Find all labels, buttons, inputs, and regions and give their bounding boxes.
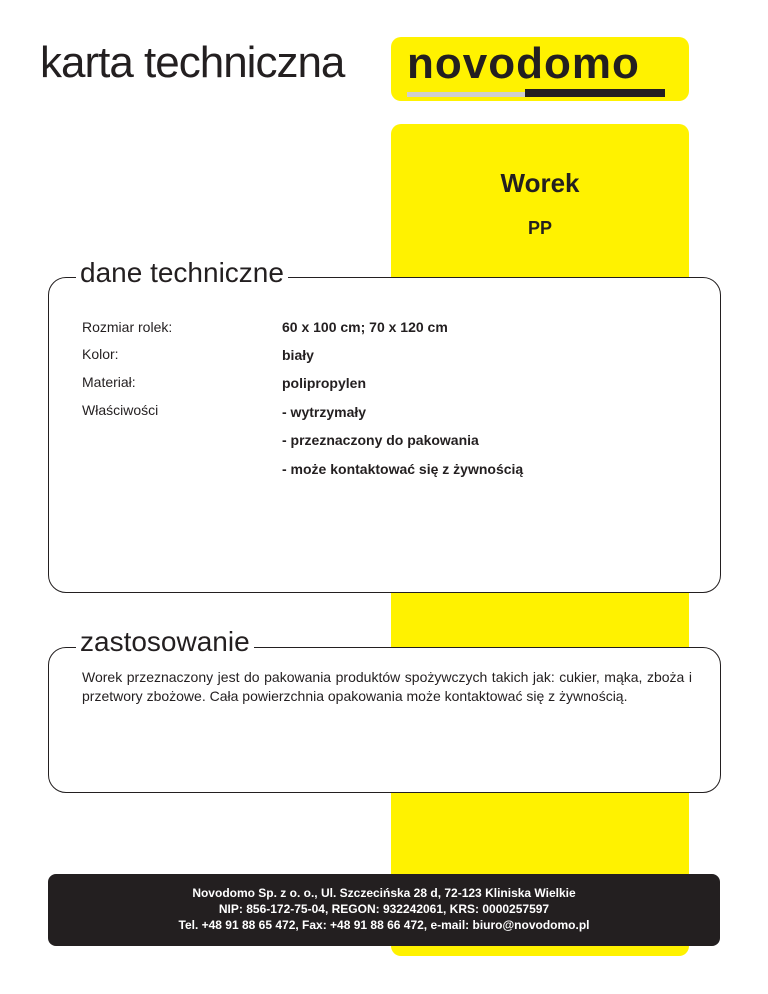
technical-data-heading: dane techniczne [76,257,288,289]
logo-underline-grey [407,92,527,97]
size-value: 60 x 100 cm; 70 x 120 cm [282,319,448,335]
application-description: Worek przeznaczony jest do pakowania produktów spożywczych takich jak: cukier, mąka, zboża i przetwory zbożowe. Cała powierzchnia opakowania może kontaktować się z żywnością. [82,669,692,704]
footer-contact: Tel. +48 91 88 65 472, Fax: +48 91 88 66 472, e-mail: biuro@novodomo.pl [178,918,590,932]
page-title: karta techniczna [40,38,345,87]
material-label: Materiał: [82,374,136,390]
company-footer [48,874,720,946]
color-label: Kolor: [82,346,119,362]
properties-label: Właściwości [82,402,159,418]
product-material-code: PP [527,218,552,238]
property-food-contact: - może kontaktować się z żywnością [282,461,524,477]
color-value: biały [282,347,314,363]
brand-logo [391,37,689,101]
application-heading: zastosowanie [76,626,254,658]
product-name: Worek [500,168,580,198]
footer-registration: NIP: 856-172-75-04, REGON: 932242061, KRS: 0000257597 [218,902,550,916]
footer-address: Novodomo Sp. z o. o., Ul. Szczecińska 28 d, 72-123 Kliniska Wielkie [192,886,576,900]
material-value: polipropylen [282,375,366,391]
property-packaging: - przeznaczony do pakowania [282,432,479,448]
size-label: Rozmiar rolek: [82,319,173,335]
property-durable: - wytrzymały [282,404,367,420]
logo-text: novodomo [407,39,640,88]
logo-underline-black [525,89,665,97]
